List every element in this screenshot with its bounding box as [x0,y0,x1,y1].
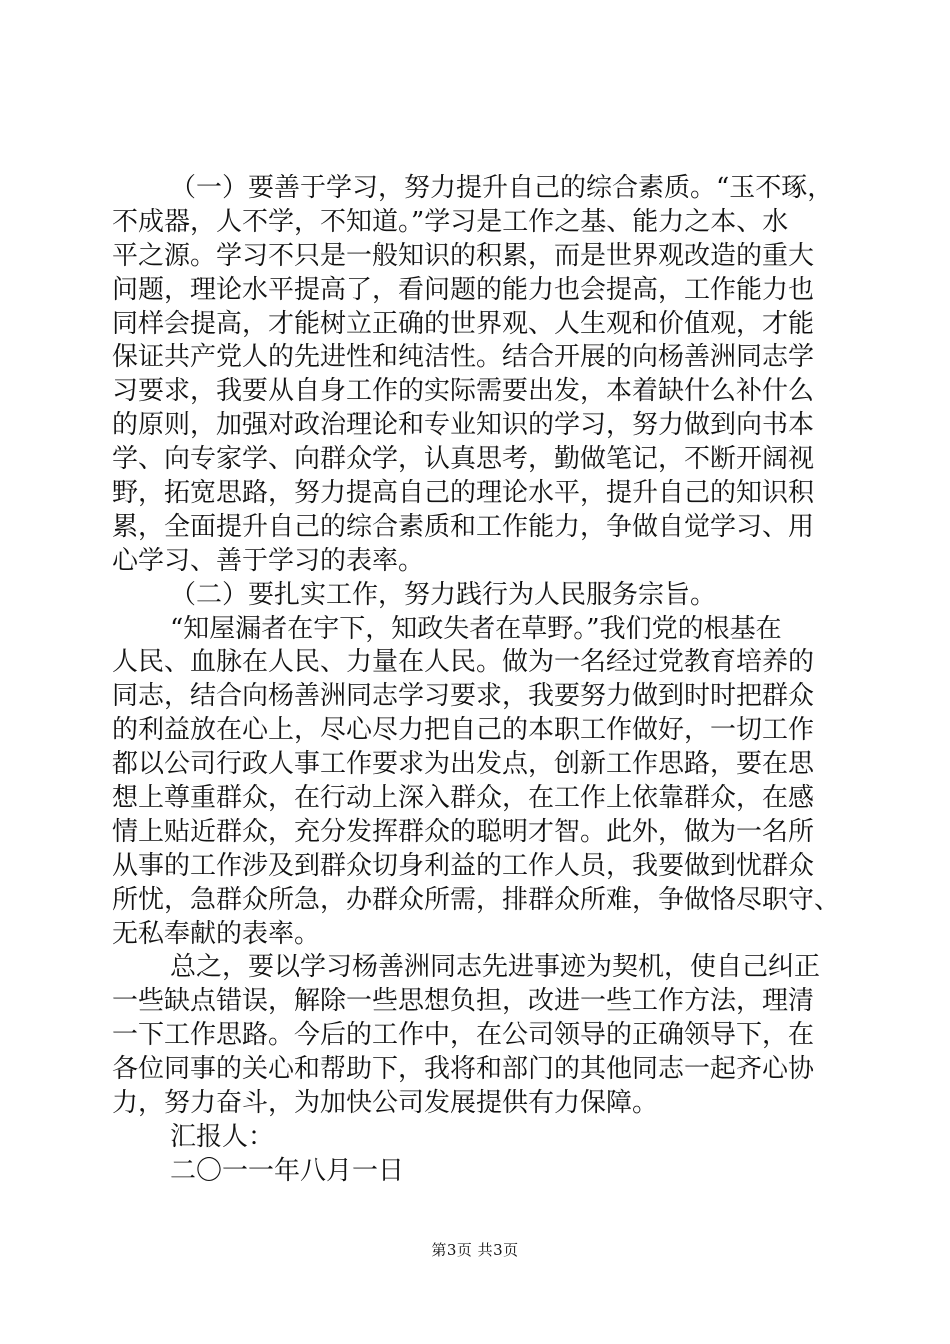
text-line: 从事的工作涉及到群众切身利益的工作人员，我要做到忧群众 [112,850,815,881]
text-line: 都以公司行政人事工作要求为出发点，创新工作思路，要在思 [112,749,815,780]
text-line: （二）要扎实工作，努力践行为人民服务宗旨。 [170,579,717,610]
text-line: 累，全面提升自己的综合素质和工作能力，争做自觉学习、用 [112,511,815,542]
text-line: 二〇一一年八月一日 [170,1155,405,1186]
text-line: 学、向专家学、向群众学，认真思考，勤做笔记，不断开阔视 [112,444,815,475]
page-footer: 第3页 共3页 [431,1241,519,1259]
text-line: 所忧，急群众所急，办群众所需，排群众所难，争做恪尽职守、 [112,884,841,915]
text-line: 同样会提高，才能树立正确的世界观、人生观和价值观，才能 [112,308,815,339]
text-line: “知屋漏者在宇下，知政失者在草野。”我们党的根基在 [170,613,782,644]
text-line: 野，拓宽思路，努力提高自己的理论水平，提升自己的知识积 [112,478,815,509]
text-line: （一）要善于学习，努力提升自己的综合素质。“玉不琢， [170,173,834,203]
text-line: 一下工作思路。今后的工作中，在公司领导的正确领导下，在 [112,1020,815,1051]
text-line: 无私奉献的表率。 [112,918,321,949]
text-line: 的利益放在心上，尽心尽力把自己的本职工作做好，一切工作 [112,715,815,746]
text-line: 汇报人： [170,1121,275,1152]
text-line: 同志，结合向杨善洲同志学习要求，我要努力做到时时把群众 [112,681,815,712]
document-body [112,172,841,1189]
text-line: 问题，理论水平提高了，看问题的能力也会提高，工作能力也 [112,274,815,305]
text-line: 想上尊重群众，在行动上深入群众，在工作上依靠群众，在感 [112,783,815,814]
text-line: 不成器，人不学，不知道。”学习是工作之基、能力之本、水 [112,206,789,237]
text-line: 习要求，我要从自身工作的实际需要出发，本着缺什么补什么 [112,376,815,407]
text-line: 一些缺点错误，解除一些思想负担，改进一些工作方法，理清 [112,986,815,1017]
text-line: 人民、血脉在人民、力量在人民。做为一名经过党教育培养的 [112,647,815,678]
text-line: 各位同事的关心和帮助下，我将和部门的其他同志一起齐心协 [112,1054,815,1085]
text-line: 的原则，加强对政治理论和专业知识的学习，努力做到向书本 [112,410,815,441]
text-line: 心学习、善于学习的表率。 [112,545,425,576]
text-line: 力，努力奋斗，为加快公司发展提供有力保障。 [112,1088,659,1119]
text-line: 情上贴近群众，充分发挥群众的聪明才智。此外，做为一名所 [112,816,815,847]
text-line: 总之，要以学习杨善洲同志先进事迹为契机，使自己纠正 [170,952,821,983]
text-line: 平之源。学习不只是一般知识的积累，而是世界观改造的重大 [112,240,815,271]
text-line: 保证共产党人的先进性和纯洁性。结合开展的向杨善洲同志学 [112,342,815,373]
